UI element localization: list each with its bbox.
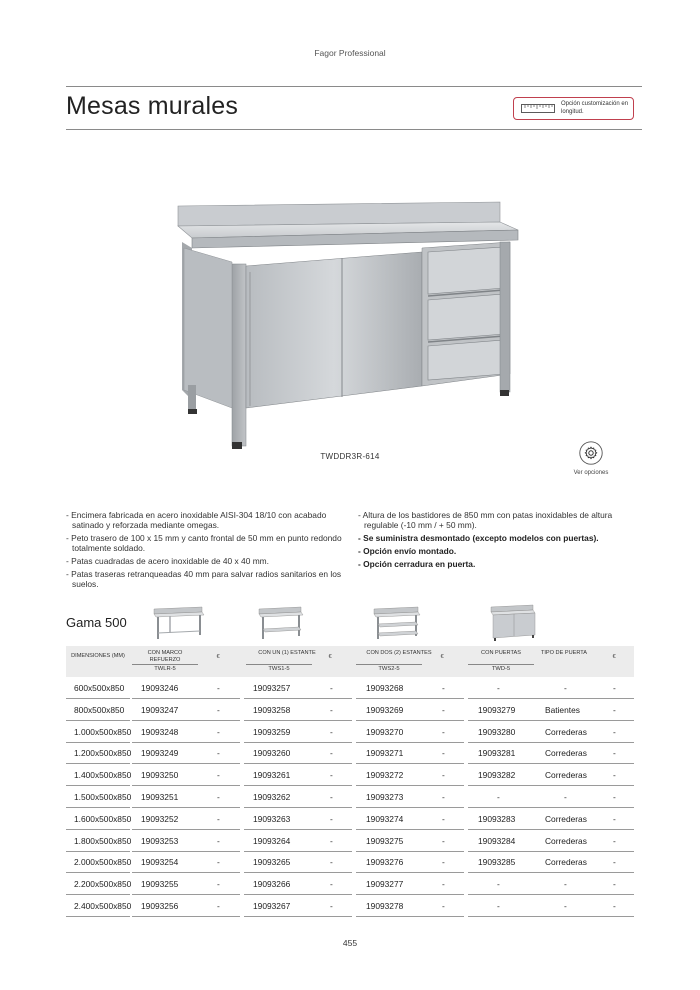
table-cell-marco: 19093247 — [141, 704, 179, 715]
thumb-table-frame — [150, 603, 206, 641]
header-rule-bottom — [66, 129, 642, 130]
table-cell-marco: 19093255 — [141, 879, 179, 890]
table-cell-dim: 2.400x500x850 — [74, 900, 132, 911]
table-cell-puertas: 19093285 — [478, 857, 516, 868]
table-cell-marco: 19093256 — [141, 900, 179, 911]
table-cell-dim: 800x500x850 — [74, 704, 125, 715]
table-cell-p4: - — [613, 900, 616, 911]
table-cell-est1: 19093259 — [253, 726, 291, 737]
table-cell-marco: 19093246 — [141, 683, 179, 693]
table-row — [66, 808, 634, 830]
table-cell-p3: - — [442, 857, 445, 868]
table-header — [66, 646, 634, 677]
customization-badge — [513, 97, 634, 120]
table-cell-est2: 19093269 — [366, 704, 404, 715]
table-cell-puertas: 19093281 — [478, 748, 516, 759]
table-cell-puertas: - — [497, 791, 500, 802]
table-cell-p3: - — [442, 879, 445, 890]
table-cell-p1: - — [217, 791, 220, 802]
thumb-table-doors — [487, 603, 537, 641]
table-cell-puertas: 19093279 — [478, 704, 516, 715]
table-row — [66, 873, 634, 895]
table-cell-p4: - — [613, 813, 616, 824]
feature-item: - Patas cuadradas de acero inoxidable de 40 x 40 mm. — [66, 556, 269, 566]
series-code: TWD-5 — [491, 666, 511, 672]
table-row — [66, 830, 634, 852]
table-cell-p3: - — [442, 726, 445, 737]
feature-item: - Altura de los bastidores de 850 mm con patas inoxidables de altura regulable (-10 mm / + 50 mm). — [358, 510, 613, 530]
header-dimensions: DIMENSIONES (MM) — [71, 653, 125, 659]
feature-item: - Opción envío montado. — [358, 546, 457, 556]
customization-label: Opción customización en longitud. — [561, 101, 629, 115]
table-cell-p2: - — [330, 704, 333, 715]
row-divider — [356, 916, 464, 917]
product-model-code: TWDDR3R-614 — [320, 452, 380, 461]
page-title: Mesas murales — [66, 92, 239, 120]
table-cell-est2: 19093271 — [366, 748, 404, 759]
table-cell-p3: - — [442, 770, 445, 781]
header-underline — [356, 664, 422, 665]
header-con-marco: CON MARCO REFUERZO — [147, 650, 183, 663]
table-cell-dim: 1.800x500x850 — [74, 835, 132, 846]
table-cell-marco: 19093248 — [141, 726, 179, 737]
table-cell-marco: 19093254 — [141, 857, 179, 868]
table-cell-est1: 19093265 — [253, 857, 291, 868]
header-underline — [246, 664, 312, 665]
table-cell-p3: - — [442, 813, 445, 824]
table-cell-p1: - — [217, 770, 220, 781]
table-row — [66, 699, 634, 721]
table-cell-marco: 19093250 — [141, 770, 179, 781]
table-cell-marco: 19093253 — [141, 835, 179, 846]
table-cell-p1: - — [217, 683, 220, 693]
ruler-icon — [521, 104, 555, 113]
table-cell-est1: 19093263 — [253, 813, 291, 824]
table-cell-marco: 19093251 — [141, 791, 179, 802]
table-cell-dim: 600x500x850 — [74, 683, 125, 693]
table-cell-p2: - — [330, 748, 333, 759]
table-cell-dim: 1.200x500x850 — [74, 748, 132, 759]
row-divider — [66, 916, 130, 917]
series-code: TWS2-5 — [378, 666, 400, 672]
table-cell-tipo: Correderas — [545, 835, 587, 846]
table-cell-tipo: Correderas — [545, 770, 587, 781]
table-cell-est2: 19093268 — [366, 683, 404, 693]
table-cell-puertas: - — [497, 683, 500, 693]
table-cell-p3: - — [442, 704, 445, 715]
table-cell-est2: 19093277 — [366, 879, 404, 890]
table-cell-p1: - — [217, 726, 220, 737]
table-cell-puertas: 19093283 — [478, 813, 516, 824]
table-cell-dim: 1.000x500x850 — [74, 726, 132, 737]
table-cell-p2: - — [330, 726, 333, 737]
table-cell-p1: - — [217, 748, 220, 759]
table-cell-est2: 19093270 — [366, 726, 404, 737]
table-cell-p4: - — [613, 791, 616, 802]
table-cell-tipo: - — [564, 879, 567, 890]
table-cell-est2: 19093274 — [366, 813, 404, 824]
header-underline — [132, 664, 198, 665]
table-cell-tipo: Batientes — [545, 704, 580, 715]
table-cell-dim: 1.400x500x850 — [74, 770, 132, 781]
table-cell-est1: 19093264 — [253, 835, 291, 846]
page-number: 455 — [342, 938, 358, 948]
table-cell-tipo: - — [564, 791, 567, 802]
table-row — [66, 786, 634, 808]
table-cell-est2: 19093273 — [366, 791, 404, 802]
header-con-puertas: CON PUERTAS — [481, 650, 521, 656]
row-divider — [468, 916, 634, 917]
gear-icon[interactable] — [579, 441, 603, 465]
table-cell-dim: 1.500x500x850 — [74, 791, 132, 802]
table-cell-p2: - — [330, 813, 333, 824]
features-right — [358, 510, 643, 572]
table-cell-p4: - — [613, 704, 616, 715]
table-cell-p2: - — [330, 857, 333, 868]
table-cell-est1: 19093261 — [253, 770, 291, 781]
table-cell-dim: 1.600x500x850 — [74, 813, 132, 824]
feature-item: - Patas traseras retranqueadas 40 mm para salvar radios sanitarios en los suelos. — [66, 569, 342, 589]
table-row — [66, 895, 634, 917]
table-cell-p2: - — [330, 879, 333, 890]
table-cell-p1: - — [217, 900, 220, 911]
table-cell-tipo: Correderas — [545, 857, 587, 868]
table-cell-est2: 19093276 — [366, 857, 404, 868]
table-cell-p4: - — [613, 726, 616, 737]
table-cell-marco: 19093252 — [141, 813, 179, 824]
table-cell-p4: - — [613, 683, 616, 693]
table-cell-p1: - — [217, 813, 220, 824]
table-cell-est1: 19093266 — [253, 879, 291, 890]
table-cell-p2: - — [330, 835, 333, 846]
table-cell-est1: 19093267 — [253, 900, 291, 911]
options-link[interactable]: Ver opciones — [573, 470, 609, 476]
range-title: Gama 500 — [66, 615, 127, 630]
header-con-dos-estantes: CON DOS (2) ESTANTES — [366, 650, 432, 656]
header-tipo-puerta: TIPO DE PUERTA — [540, 650, 588, 656]
table-cell-puertas: - — [497, 900, 500, 911]
table-cell-p4: - — [613, 770, 616, 781]
series-code: TWLR-5 — [154, 666, 176, 672]
table-cell-p1: - — [217, 704, 220, 715]
feature-item: - Opción cerradura en puerta. — [358, 559, 476, 569]
table-row — [66, 742, 634, 764]
header-euro: € — [440, 654, 444, 660]
brand-name: Fagor Professional — [314, 48, 386, 58]
table-cell-est2: 19093272 — [366, 770, 404, 781]
table-cell-est1: 19093257 — [253, 683, 291, 693]
table-cell-puertas: 19093284 — [478, 835, 516, 846]
table-cell-p4: - — [613, 835, 616, 846]
table-row — [66, 677, 634, 699]
table-cell-p3: - — [442, 748, 445, 759]
table-cell-p2: - — [330, 791, 333, 802]
row-divider — [244, 916, 352, 917]
table-cell-p1: - — [217, 879, 220, 890]
table-cell-puertas: - — [497, 879, 500, 890]
table-cell-est2: 19093278 — [366, 900, 404, 911]
feature-item: - Encimera fabricada en acero inoxidable AISI-304 18/10 con acabado satinado y reforzada mediante omegas. — [66, 510, 327, 530]
table-row — [66, 851, 634, 873]
row-divider — [132, 916, 240, 917]
table-cell-tipo: - — [564, 900, 567, 911]
table-cell-p2: - — [330, 770, 333, 781]
table-cell-p2: - — [330, 900, 333, 911]
table-cell-dim: 2.000x500x850 — [74, 857, 132, 868]
table-body — [66, 677, 634, 917]
product-image — [170, 190, 530, 450]
table-cell-p4: - — [613, 879, 616, 890]
thumb-table-two-shelves — [370, 603, 422, 641]
table-cell-p3: - — [442, 683, 445, 693]
feature-item: - Se suministra desmontado (excepto modelos con puertas). — [358, 533, 599, 543]
table-cell-p1: - — [217, 857, 220, 868]
table-cell-puertas: 19093282 — [478, 770, 516, 781]
table-cell-est1: 19093258 — [253, 704, 291, 715]
header-rule-top — [66, 86, 642, 87]
header-underline — [468, 664, 534, 665]
header-euro: € — [612, 654, 616, 660]
features-left — [66, 510, 351, 592]
table-cell-p3: - — [442, 835, 445, 846]
table-cell-tipo: Correderas — [545, 748, 587, 759]
series-code: TWS1-5 — [268, 666, 290, 672]
table-cell-p1: - — [217, 835, 220, 846]
thumb-table-one-shelf — [255, 603, 305, 641]
table-cell-p4: - — [613, 857, 616, 868]
table-row — [66, 721, 634, 743]
table-cell-p4: - — [613, 748, 616, 759]
price-table — [66, 646, 634, 917]
header-con-un-estante: CON UN (1) ESTANTE — [258, 650, 316, 656]
table-cell-est2: 19093275 — [366, 835, 404, 846]
header-euro: € — [216, 654, 220, 660]
table-cell-tipo: Correderas — [545, 726, 587, 737]
table-cell-p2: - — [330, 683, 333, 693]
table-cell-puertas: 19093280 — [478, 726, 516, 737]
table-cell-p3: - — [442, 900, 445, 911]
feature-item: - Peto trasero de 100 x 15 mm y canto frontal de 50 mm en punto redondo totalmente soldado. — [66, 533, 342, 553]
table-row — [66, 764, 634, 786]
table-cell-p3: - — [442, 791, 445, 802]
table-cell-tipo: - — [564, 683, 567, 693]
table-cell-marco: 19093249 — [141, 748, 179, 759]
table-cell-tipo: Correderas — [545, 813, 587, 824]
header-euro: € — [328, 654, 332, 660]
table-cell-est1: 19093262 — [253, 791, 291, 802]
table-cell-dim: 2.200x500x850 — [74, 879, 132, 890]
table-cell-est1: 19093260 — [253, 748, 291, 759]
